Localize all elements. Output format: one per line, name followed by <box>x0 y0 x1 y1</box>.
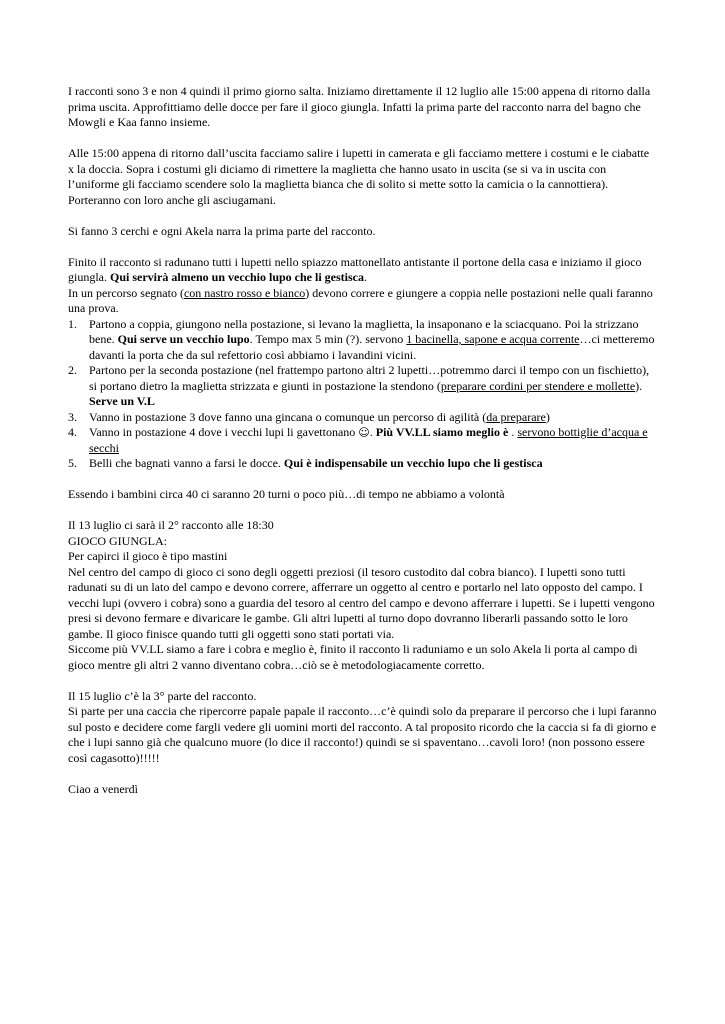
bold-note-vecchio-lupo: Qui servirà almeno un vecchio lupo che li gestisca <box>110 270 364 284</box>
steps-list <box>68 317 658 472</box>
list-item: 1. Partono a coppia, giungono nella postazione, si levano la maglietta, la insaponano e la sciacquano. Poi la strizzano bene. Qui serve un vecchio lupo. Tempo max 5 min (?). servono 1 bacinella, sapone e acqua corrente…ci metteremo davanti la porta che da sul refettorio così abbiamo i lavandini vicini. <box>68 316 655 362</box>
paragraph-third-story: Il 15 luglio c’è la 3° parte del racconto. <box>68 688 257 703</box>
paragraph-second-story: Il 13 luglio ci sarà il 2° racconto alle 18:30 <box>68 518 274 532</box>
list-item: 4. Vanno in postazione 4 dove i vecchi lupi li gavettonano ☺. Più VV.LL siamo meglio è . servono bottiglie d’acqua e secchi <box>68 425 648 455</box>
heading-gioco-giungla: GIOCO GIUNGLA: <box>68 533 167 548</box>
paragraph-cobra: Siccome più VV.LL siamo a fare i cobra e meglio è, finito il racconto li raduniamo e un solo Akela li porta al campo di gioco mentre gli altri 2 vanno diventano cobra…ciò se è metodologiacamente corretto. <box>68 642 638 672</box>
paragraph-intro: I racconti sono 3 e non 4 quindi il primo giorno salta. Iniziamo direttamente il 12 luglio alle 15:00 appena di ritorno dalla prima uscita. Approfittiamo delle docce per fare il gioco giungla. Infatti la prima parte del racconto narra del bagno che Mowgli e Kaa fanno insieme. <box>68 84 651 129</box>
paragraph-circles: Si fanno 3 cerchi e ogni Akela narra la prima parte del racconto. <box>68 223 376 238</box>
smiley-icon: ☺ <box>358 426 370 439</box>
list-item: 5. Belli che bagnati vanno a farsi le docce. Qui è indispensabile un vecchio lupo che li gestisca <box>68 456 543 470</box>
list-item: 3. Vanno in postazione 3 dove fanno una gincana o comunque un percorso di agilità (da preparare) <box>68 409 550 424</box>
paragraph-closing: Ciao a venerdì <box>68 781 138 796</box>
list-item: 2. Partono per la seconda postazione (nel frattempo partono altri 2 lupetti…potremmo darci il tempo con un fischietto), si portano dietro la maglietta strizzata e giunti in postazione la stendono (preparare cordini per stendere e mollette). Serve un V.L <box>68 363 650 408</box>
paragraph-gathering: Finito il racconto si radunano tutti i lupetti nello spiazzo mattonellato antistante il portone della casa e iniziamo il gioco giungla. Qui servirà almeno un vecchio lupo che li gestisca. <box>68 254 642 284</box>
underlined-materials: con nastro rosso e bianco <box>183 285 306 300</box>
paragraph-arrival: Alle 15:00 appena di ritorno dall’uscita facciamo salire i lupetti in camerata e gli facciamo mettere i costumi e le ciabatte x la doccia. Sopra i costumi gli diciamo di rimettere la maglietta che hanno usato in uscita (se si va in uscita con l’uniforme gli facciamo scendere solo la maglietta bianca che di solito si mette sotto la camicia o la cannottiera). Porteranno con loro anche gli asciugamani. <box>68 146 650 207</box>
paragraph-game-rules: Nel centro del campo di gioco ci sono degli oggetti preziosi (il tesoro custodito dal cobra bianco). I lupetti sono tutti radunati su di un lato del campo e devono correre, afferrare un oggetto al centro e portarlo nel lato opposto del campo. I vecchi lupi (ovvero i cobra) sono a guardia del tesoro al centro del campo e devono afferrare i lupetti. Se i lupetti vengono presi si devono fermare e divaricare le gambe. Gli altri lupetti al turno dopo dovranno liberarli passando sotto le loro gambe. Il gioco finisce quando tutti gli oggetti sono stati portati via. <box>68 564 655 641</box>
paragraph-course: In un percorso segnato (con nastro rosso e bianco) devono correre e giungere a coppia nelle postazioni nelle quali faranno una prova. <box>68 285 653 315</box>
paragraph-turns: Essendo i bambini circa 40 ci saranno 20 turni o poco più…di tempo ne abbiamo a volontà <box>68 487 505 501</box>
document-page <box>68 84 658 797</box>
paragraph-mastini: Per capirci il gioco è tipo mastini <box>68 549 228 563</box>
paragraph-hunt: Si parte per una caccia che ripercorre papale papale il racconto…c’è quindi solo da preparare il percorso che i lupi faranno sul posto e decidere come fargli vedere gli uomini morti del racconto. A tal proposito ricordo che la caccia si fa di giorno e che i lupi sanno già che qualcuno muore (lo dice il racconto!) quindi se si spaventano…cavoli loro! (non possono essere così cagasotto)!!!!! <box>68 704 657 765</box>
